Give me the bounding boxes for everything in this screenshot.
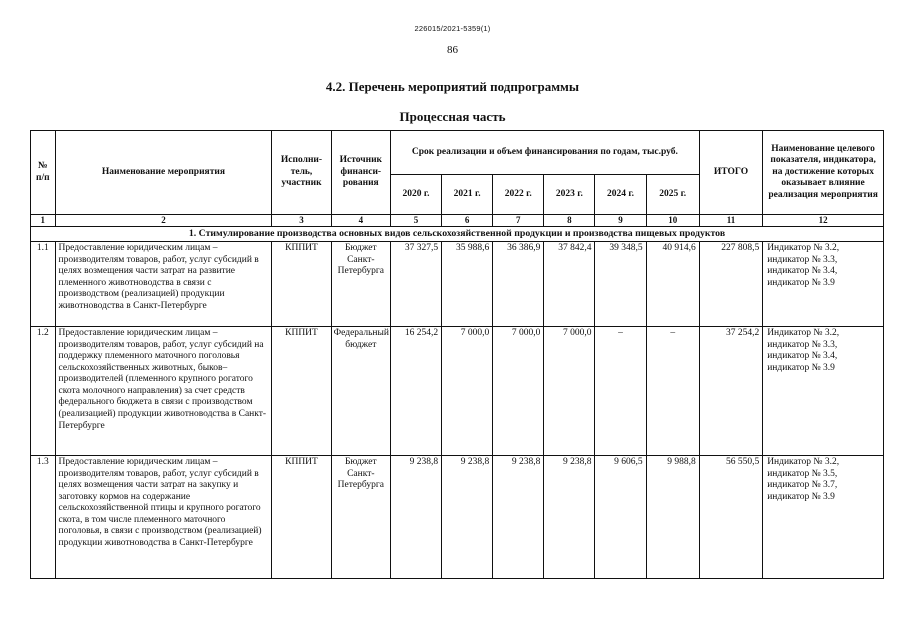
year-amount: 9 238,8 (493, 456, 544, 579)
row-number: 1.3 (31, 456, 56, 579)
table-row (31, 456, 884, 579)
measure-name: Предоставление юридическим лицам – производителям товаров, работ, услуг субсидий в целях возмещения части затрат на развитие племенного животноводства в связи с производством (реализацией) продукции животноводства в Санкт-Петербурге (55, 242, 272, 327)
executor: КППИТ (272, 242, 331, 327)
total-amount: 227 808,5 (699, 242, 762, 327)
year-amount: 16 254,2 (390, 327, 441, 456)
document-registration-number: 226015/2021-5359(1) (414, 24, 491, 33)
header-year: 2021 г. (442, 175, 493, 215)
funding-source: Бюджет Санкт-Петербурга (331, 456, 390, 579)
indicators: Индикатор № 3.2, индикатор № 3.3, индикатор № 3.4, индикатор № 3.9 (763, 242, 884, 327)
row-number: 1.2 (31, 327, 56, 456)
column-number: 4 (331, 215, 390, 227)
executor: КППИТ (272, 456, 331, 579)
column-number: 9 (595, 215, 646, 227)
header-year: 2025 г. (646, 175, 699, 215)
column-number: 6 (442, 215, 493, 227)
year-amount: 9 238,8 (390, 456, 441, 579)
table-row (31, 327, 884, 456)
section-subtitle: Процессная часть (399, 109, 506, 124)
year-amount: 40 914,6 (646, 242, 699, 327)
header-total: ИТОГО (699, 131, 762, 215)
column-number: 12 (763, 215, 884, 227)
year-amount: – (595, 327, 646, 456)
header-year: 2023 г. (544, 175, 595, 215)
column-number: 7 (493, 215, 544, 227)
indicators: Индикатор № 3.2, индикатор № 3.3, индикатор № 3.4, индикатор № 3.9 (763, 327, 884, 456)
header-year: 2020 г. (390, 175, 441, 215)
year-amount: 7 000,0 (544, 327, 595, 456)
header-number: № п/п (31, 131, 56, 215)
funding-source: Бюджет Санкт-Петербурга (331, 242, 390, 327)
column-number: 2 (55, 215, 272, 227)
header-executor: Исполни-тель, участник (272, 131, 331, 215)
header-year: 2024 г. (595, 175, 646, 215)
column-number: 8 (544, 215, 595, 227)
column-number: 10 (646, 215, 699, 227)
year-amount: 37 842,4 (544, 242, 595, 327)
year-amount: 7 000,0 (442, 327, 493, 456)
section-title: 4.2. Перечень мероприятий подпрограммы (325, 79, 580, 94)
header-year: 2022 г. (493, 175, 544, 215)
measure-name: Предоставление юридическим лицам – производителям товаров, работ, услуг субсидий на поддержку племенного маточного поголовья сельскохозяйственных животных, быков–производителей (племенного крупного рогатого скота молочного направления) за счет средств федерального бюджета в связи с производством (реализацией) продукции животноводства в Санкт-Петербурге (55, 327, 272, 456)
column-number: 3 (272, 215, 331, 227)
row-number: 1.1 (31, 242, 56, 327)
column-number: 1 (31, 215, 56, 227)
total-amount: 37 254,2 (699, 327, 762, 456)
executor: КППИТ (272, 327, 331, 456)
year-amount: 36 386,9 (493, 242, 544, 327)
section-heading-row (31, 227, 884, 242)
header-indicator: Наименование целевого показателя, индикатора, на достижение которых оказывает влияние реализация мероприятия (763, 131, 884, 215)
table-row (31, 242, 884, 327)
year-amount: 9 988,8 (646, 456, 699, 579)
column-number: 5 (390, 215, 441, 227)
year-amount: – (646, 327, 699, 456)
measures-table (30, 130, 884, 579)
year-amount: 9 238,8 (442, 456, 493, 579)
column-number-row (31, 215, 884, 227)
table-header-row (31, 131, 884, 175)
total-amount: 56 550,5 (699, 456, 762, 579)
year-amount: 35 988,6 (442, 242, 493, 327)
measure-name: Предоставление юридическим лицам – производителям товаров, работ, услуг субсидий в целях возмещения части затрат на закупку и заготовку кормов на содержание сельскохозяйственной птицы и крупного рогатого скота, в том числе племенного маточного поголовья, в связи с производством (реализацией) продукции животноводства в Санкт-Петербурге (55, 456, 272, 579)
funding-source: Федеральный бюджет (331, 327, 390, 456)
header-funding-source: Источник финанси-рования (331, 131, 390, 215)
year-amount: 7 000,0 (493, 327, 544, 456)
header-period-group: Срок реализации и объем финансирования по годам, тыс.руб. (390, 131, 699, 175)
year-amount: 9 238,8 (544, 456, 595, 579)
section-heading: 1. Стимулирование производства основных видов сельскохозяйственной продукции и производства пищевых продуктов (31, 227, 884, 242)
indicators: Индикатор № 3.2, индикатор № 3.5, индикатор № 3.7, индикатор № 3.9 (763, 456, 884, 579)
year-amount: 39 348,5 (595, 242, 646, 327)
year-amount: 9 606,5 (595, 456, 646, 579)
year-amount: 37 327,5 (390, 242, 441, 327)
page-number: 86 (447, 44, 458, 56)
header-measure-name: Наименование мероприятия (55, 131, 272, 215)
column-number: 11 (699, 215, 762, 227)
